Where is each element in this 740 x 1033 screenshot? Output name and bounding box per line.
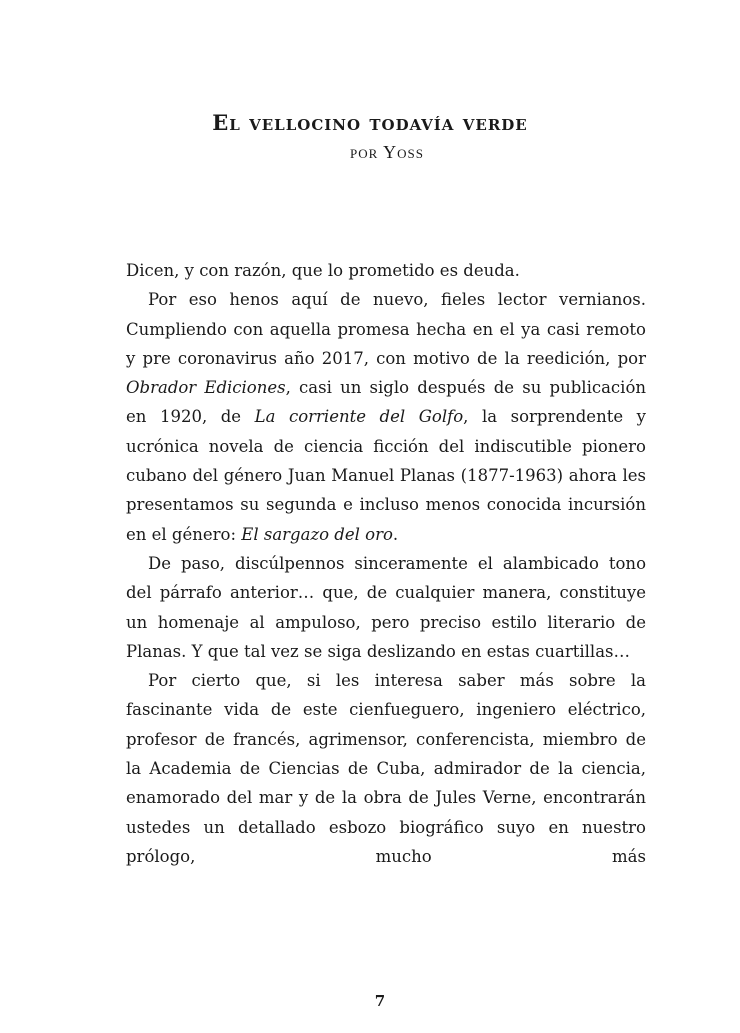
page-number: 7 xyxy=(374,992,386,1010)
book-title-corriente: La corriente del Golfo xyxy=(254,407,464,427)
body-text xyxy=(126,256,646,871)
paragraph-2-text-a: Por eso henos aquí de nuevo, fieles lector vernianos. Cumpliendo con aquella promesa hecha en el ya casi remoto y pre coronavirus año 2017, con motivo de la reedición, por xyxy=(126,290,646,368)
publisher-name: Obrador Ediciones xyxy=(126,378,286,398)
paragraph-1: Dicen, y con razón, que lo prometido es deuda. xyxy=(126,261,520,280)
paragraph-3: De paso, discúlpennos sinceramente el alambicado tono del párrafo anterior… que, de cualquier manera, constituye un homenaje al ampuloso, pero preciso estilo literario de Planas. Y que tal vez se siga deslizando en estas cuartillas… xyxy=(126,553,646,661)
paragraph-4: Por cierto que, si les interesa saber más sobre la fascinante vida de este cienfueguero, ingeniero eléctrico, profesor de francés, agrimensor, conferencista, miembro de la Academia de Ciencias de Cuba, admirador de la ciencia, enamorado del mar y de la obra de Jules Verne, encontrarán ustedes un detallado esbozo biográfico suyo en nuestro prólogo, mucho más xyxy=(126,671,646,866)
book-title-sargazo: El sargazo del oro xyxy=(241,524,393,544)
chapter-author: por Yoss xyxy=(350,142,424,162)
chapter-title: El vellocino todavía verde xyxy=(212,110,528,135)
paragraph-2-text-c: , casi un siglo después de su publicación en 1920, de xyxy=(126,378,647,427)
paragraph-2 xyxy=(126,285,646,549)
paragraph-2-text-e: , la sorprendente y ucrónica novela de ciencia ficción del indiscutible pionero cubano del género Juan Manuel Planas (1877-1963) ahora les presentamos su segunda e incluso menos conocida incursión en el género: xyxy=(126,407,646,544)
paragraph-2-text-g: . xyxy=(392,524,399,544)
